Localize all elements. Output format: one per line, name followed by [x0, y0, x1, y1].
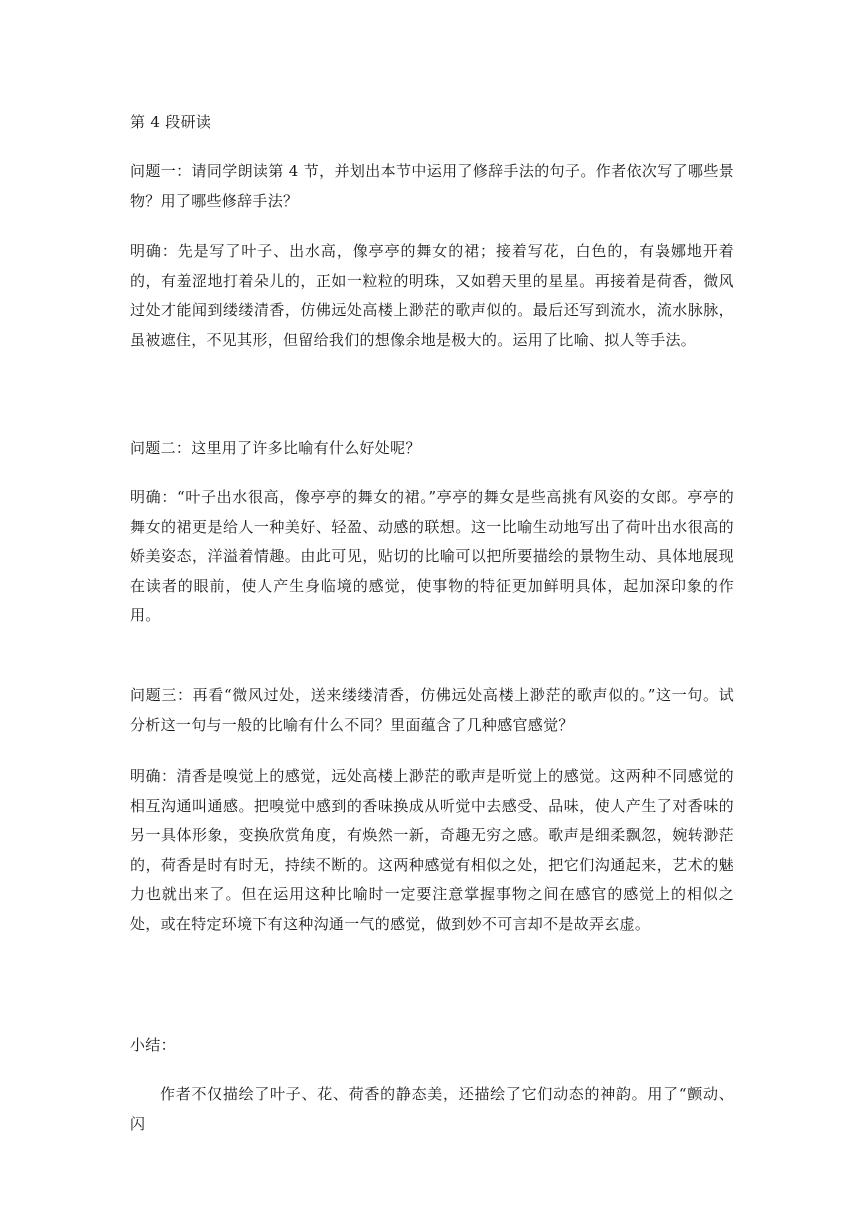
- answer-two: 明确：“叶子出水很高，像亭亭的舞女的裙。”亭亭的舞女是些高挑有风姿的女郎。亭亭的舞女的裙更是给人一种美好、轻盈、动感的联想。这一比喻生动地写出了荷叶出水很高的娇美姿态，洋溢着情趣。由此可见，贴切的比喻可以把所要描绘的景物生动、具体地展现在读者的眼前，使人产生身临境的感觉，使事物的特征更加鲜明具体，起加深印象的作用。: [130, 488, 734, 624]
- question-three: 问题三：再看“微风过处，送来缕缕清香，仿佛远处高楼上渺茫的歌声似的。”这一句。试分析这一句与一般的比喻有什么不同？里面蕴含了几种感官感觉？: [130, 686, 734, 734]
- section-heading: 第 4 段研读: [130, 113, 212, 131]
- summary-label: 小结：: [130, 1036, 176, 1054]
- question-one: 问题一：请同学朗读第 4 节，并划出本节中运用了修辞手法的句子。作者依次写了哪些景物？用了哪些修辞手法？: [130, 162, 734, 210]
- answer-one: 明确：先是写了叶子、出水高，像亭亭的舞女的裙；接着写花，白色的，有袅娜地开着的，有羞涩地打着朵儿的，正如一粒粒的明珠，又如碧天里的星星。再接着是荷香，微风过处才能闻到缕缕清香，仿佛远处高楼上渺茫的歌声似的。最后还写到流水，流水脉脉，虽被遮住，不见其形，但留给我们的想像余地是极大的。运用了比喻、拟人等手法。: [130, 242, 734, 349]
- question-two: 问题二：这里用了许多比喻有什么好处呢？: [130, 439, 421, 457]
- answer-three: 明确：清香是嗅觉上的感觉，远处高楼上渺茫的歌声是听觉上的感觉。这两种不同感觉的相互沟通叫通感。把嗅觉中感到的香味换成从听觉中去感受、品味，使人产生了对香味的另一具体形象，变换欣赏角度，有焕然一新，奇趣无穷之感。歌声是细柔飘忽，婉转渺茫的，荷香是时有时无，持续不断的。这两种感觉有相似之处，把它们沟通起来，艺术的魅力也就出来了。但在运用这种比喻时一定要注意掌握事物之间在感官的感觉上的相似之处，或在特定环境下有这种沟通一气的感觉，做到妙不可言却不是故弄玄虚。: [130, 767, 734, 933]
- summary-text: 作者不仅描绘了叶子、花、荷香的静态美，还描绘了它们动态的神韵。用了“颤动、闪: [130, 1085, 734, 1133]
